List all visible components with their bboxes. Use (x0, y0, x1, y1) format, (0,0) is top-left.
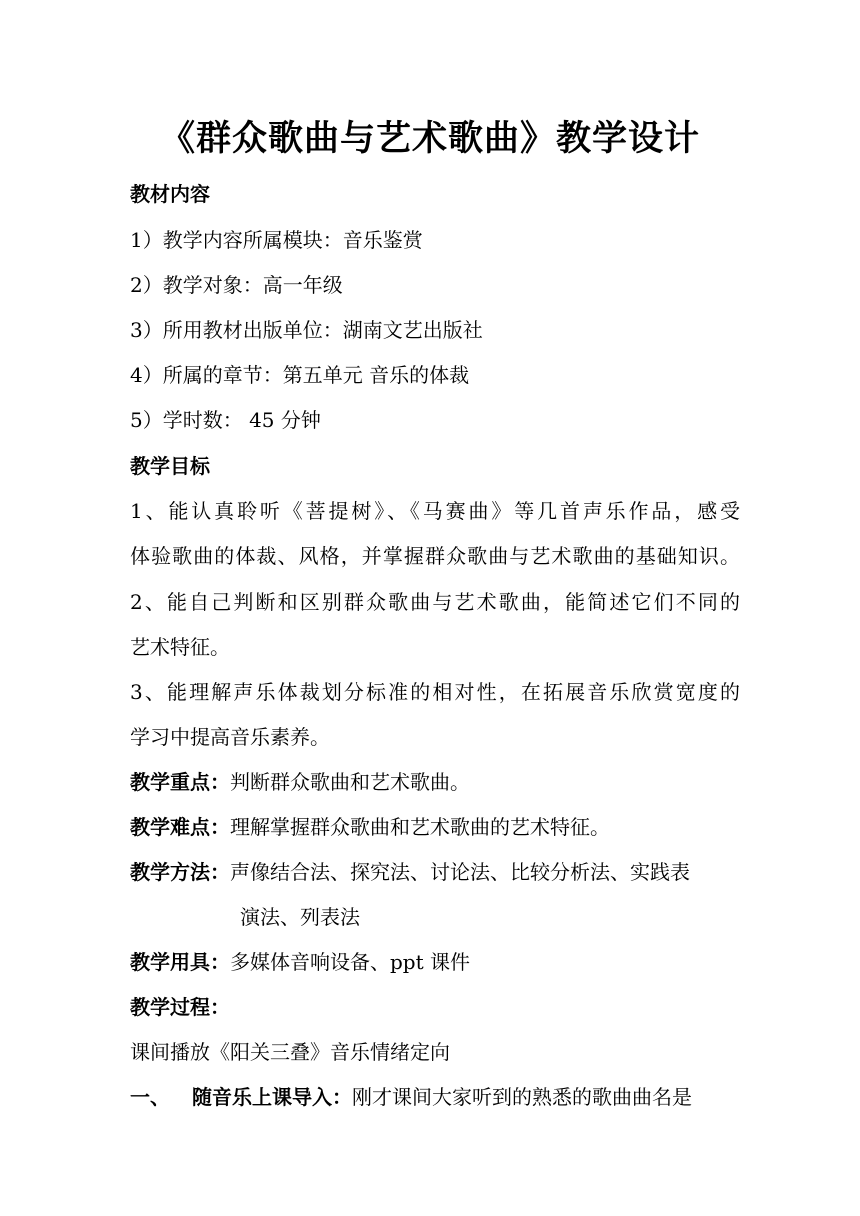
difficulty-row (130, 812, 740, 842)
key-point-row (130, 767, 740, 797)
key-point-label: 教学重点： (130, 770, 230, 794)
section-heading-goals: 教学目标 (130, 454, 210, 478)
goal-1-line-2: 体验歌曲的体裁、风格，并掌握群众歌曲与艺术歌曲的基础知识。 (130, 544, 740, 568)
goal-3-line-1: 3、能理解声乐体裁划分标准的相对性，在拓展音乐欣赏宽度的 (130, 680, 740, 704)
difficulty-label: 教学难点： (130, 815, 230, 839)
step-1-text: 刚才课间大家听到的熟悉的歌曲曲名是 (352, 1085, 692, 1109)
tools-text: 多媒体音响设备、ppt 课件 (230, 950, 470, 974)
methods-row (130, 857, 740, 887)
difficulty-text: 理解掌握群众歌曲和艺术歌曲的艺术特征。 (230, 815, 610, 839)
goal-1-line-1: 1、能认真聆听《菩提树》、《马赛曲》等几首声乐作品，感受 (130, 499, 740, 523)
tools-row (130, 947, 740, 977)
methods-label: 教学方法： (130, 860, 230, 884)
step-1-number: 一、 (130, 1085, 170, 1109)
process-step-1 (130, 1082, 740, 1112)
key-point-text: 判断群众歌曲和艺术歌曲。 (230, 770, 470, 794)
content-item-2: 2）教学对象：高一年级 (130, 273, 343, 297)
content-item-3: 3）所用教材出版单位：湖南文艺出版社 (130, 318, 483, 342)
document-title: 《群众歌曲与艺术歌曲》教学设计 (159, 118, 700, 159)
content-item-1: 1）教学内容所属模块：音乐鉴赏 (130, 228, 423, 252)
step-1-label: 随音乐上课导入： (192, 1085, 352, 1109)
content-item-5: 5）学时数： 45 分钟 (130, 408, 321, 432)
content-item-4: 4）所属的章节：第五单元 音乐的体裁 (130, 363, 470, 387)
goal-2-line-1: 2、能自己判断和区别群众歌曲与艺术歌曲，能简述它们不同的 (130, 590, 740, 614)
section-heading-content: 教材内容 (130, 182, 210, 206)
tools-label: 教学用具： (130, 950, 230, 974)
process-intro: 课间播放《阳关三叠》音乐情绪定向 (130, 1040, 450, 1064)
goal-2-line-2: 艺术特征。 (130, 635, 230, 659)
process-heading: 教学过程： (130, 995, 230, 1019)
methods-text-line-1: 声像结合法、探究法、讨论法、比较分析法、实践表 (230, 860, 690, 884)
methods-text-line-2: 演法、列表法 (240, 905, 360, 929)
goal-3-line-2: 学习中提高音乐素养。 (130, 725, 330, 749)
